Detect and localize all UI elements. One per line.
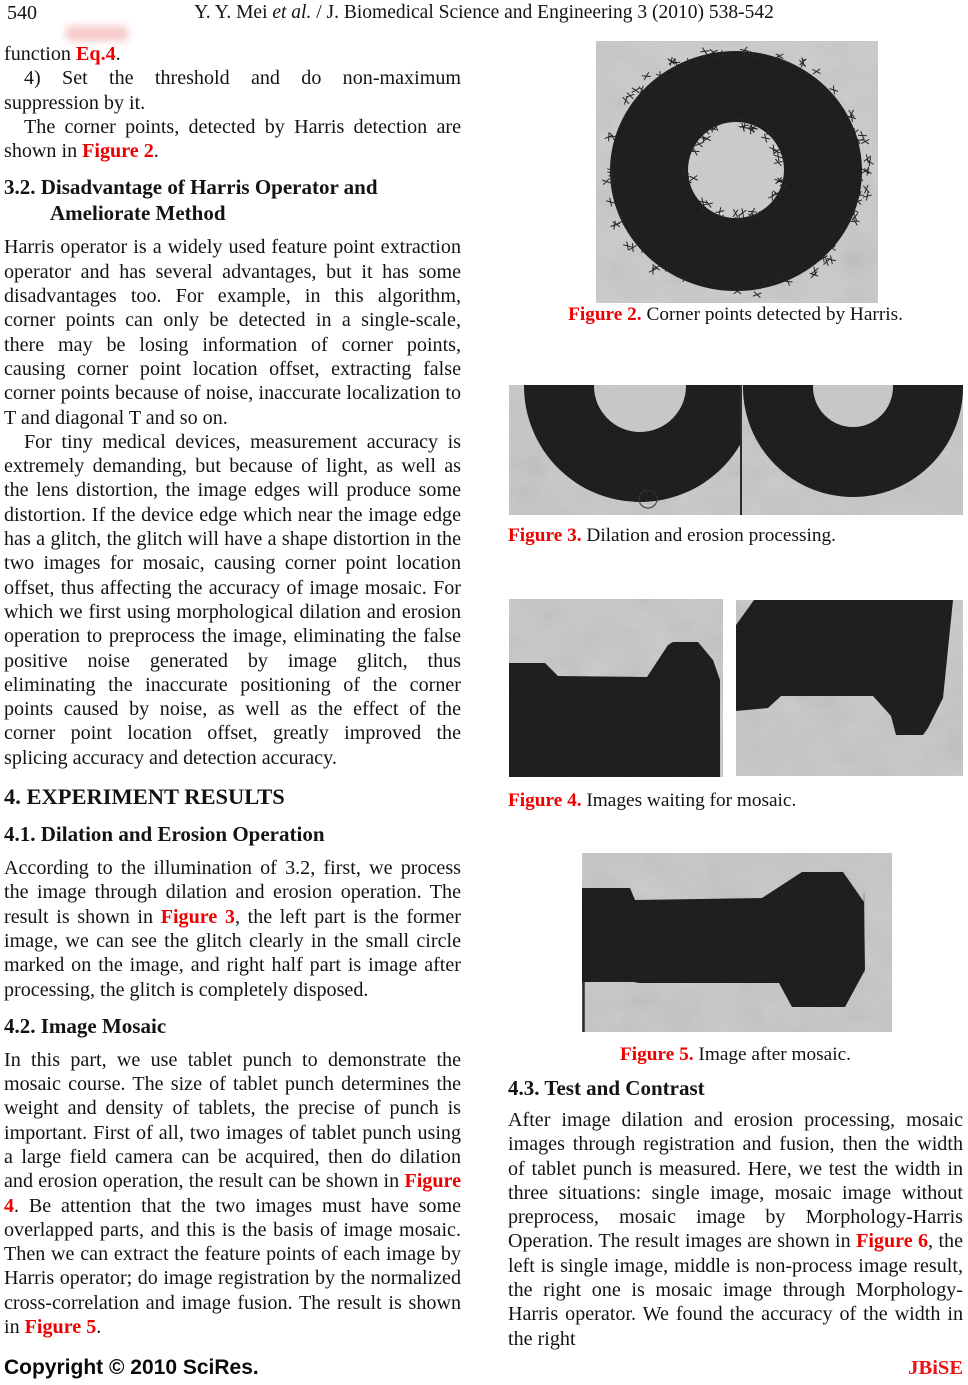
paragraph — [4, 856, 461, 1002]
text-run: . Be attention that the two images must have some overlapped parts, and this is the basis of image mosaic. Then we can extract the feature points of each image by Harris operator; do image registration by the normalized cross-correlation and image fusion. The result is shown in — [4, 1194, 461, 1339]
figure2-caption-label: Figure 2. — [568, 304, 642, 325]
figure3-caption — [508, 524, 963, 547]
figure4-right-panel — [736, 600, 963, 776]
text-run: , the left is single image, middle is non-process image result, the right one is mosaic image through Morphology-Harris operator. We found the accuracy of the width in the right — [508, 1230, 963, 1350]
figure4-left-panel — [509, 599, 723, 777]
figure3-caption-text: Dilation and erosion processing. — [586, 525, 836, 546]
figure5-caption-label: Figure 5. — [620, 1044, 694, 1065]
text-run: In this part, we use tablet punch to demonstrate the mosaic course. The size of tablet punch determines the weight and density of tablets, the precise of punch is important. First of all, two images of tablet punch using a large field camera can be acquired, then do dilation and erosion operation, the result can be shown in — [4, 1048, 461, 1193]
figure5-image — [582, 853, 892, 1032]
journal-logo: JBiSE — [908, 1357, 963, 1379]
figure3-caption-label: Figure 3. — [508, 525, 582, 546]
figure-reference: Eq.4 — [76, 43, 116, 65]
right-column — [508, 0, 963, 1385]
copyright-notice: Copyright © 2010 SciRes. — [4, 1356, 259, 1379]
section-heading — [4, 783, 461, 810]
figure2-image — [596, 41, 878, 303]
figure-reference: Figure 5 — [24, 1316, 97, 1339]
figure-reference: Figure 2 — [82, 140, 154, 163]
figure4-caption — [508, 789, 963, 812]
text-run: . — [153, 140, 159, 163]
text-run: 4. EXPERIMENT RESULTS — [4, 784, 285, 810]
section-heading — [4, 1013, 461, 1039]
photo-grain — [736, 600, 963, 776]
paragraph — [4, 66, 461, 115]
text-run: . — [96, 1316, 102, 1339]
text-run: After image dilation and erosion processing, mosaic images through registration and fusion, then the width of tablet punch is measured. Here, we test the width in three situations: single image, mosaic image without preprocess, mosaic image by Morphology-Harris Operation. The result images are shown in — [508, 1109, 963, 1253]
figure3-left-panel — [509, 385, 740, 515]
italic-text-run: et al. — [272, 2, 312, 23]
page-number: 540 — [7, 2, 37, 24]
paragraph — [4, 235, 461, 429]
text-run: . — [115, 43, 121, 65]
figure2-caption — [508, 303, 963, 326]
text-run: 4) Set the threshold and do non-maximum suppression by it. — [4, 67, 461, 114]
paragraph — [4, 1048, 461, 1340]
text-run: According to the illumination of 3.2, first, we process the image through dilation and erosion operation. The result is shown in — [4, 857, 461, 928]
text-run: 3.2. Disadvantage of Harris Operator and Ameliorate Method — [4, 175, 378, 226]
figure-reference: Figure 3 — [160, 905, 235, 928]
text-run: 4.1. Dilation and Erosion Operation — [4, 822, 325, 847]
text-run: , the left part is the former image, we can see the glitch clearly in the small circle marked on the image, and right half part is image after processing, the glitch is completely disposed. — [4, 905, 461, 1001]
text-run: For tiny medical devices, measurement accuracy is extremely demanding, but because of light, as well as the lens distortion, the image edges will produce some distortion. If the device edge which near the image edge has a glitch, the glitch will have a shape distortion in the two images for mosaic, causing corner point location offset, thus affecting the accuracy of image mosaic. For which we first using morphological dilation and erosion operation to preprocess the image, eliminating the false positive noise generated by image glitch, thus eliminating the inaccurate positioning of the corner points caused by noise, as well as the effect of the corner point location offset, greatly improved the splicing accuracy and detection accuracy. — [4, 430, 461, 769]
figure4-caption-text: Images waiting for mosaic. — [586, 790, 797, 811]
photo-grain — [596, 41, 878, 303]
text-run: Y. Y. Mei — [194, 2, 273, 23]
paragraph — [4, 42, 461, 66]
text-run: The corner points, detected by Harris detection are shown in — [4, 115, 461, 163]
text-run: function — [4, 43, 76, 65]
figure4-caption-label: Figure 4. — [508, 790, 582, 811]
photo-grain — [582, 853, 892, 1032]
print-through-artifact — [66, 26, 128, 41]
figure5-caption-text: Image after mosaic. — [698, 1044, 851, 1065]
photo-grain — [509, 385, 740, 515]
text-run: / J. Biomedical Science and Engineering 3 (2010) 538-542 — [311, 2, 774, 23]
figure-reference: Figure 6 — [856, 1230, 929, 1253]
figure-reference: Figure 4 — [4, 1170, 461, 1217]
photo-grain — [509, 599, 723, 777]
paragraph — [4, 430, 461, 770]
section-heading — [4, 821, 461, 847]
figure3-right-panel — [742, 385, 963, 515]
section-heading-4-3: 4.3. Test and Contrast — [508, 1076, 705, 1100]
paragraph — [508, 1108, 963, 1351]
figure5-caption — [508, 1043, 963, 1066]
section-heading — [4, 174, 461, 226]
text-run: Harris operator is a widely used feature point extraction operator and has several advantages, but it has some disadvantages too. For example, in this algorithm, corner points can only be detected in a single-scale, there may be losing information of corner points, causing corner point location offset, extracting false corner points because of noise, inaccurate localization to T and diagonal T and so on. — [4, 236, 461, 429]
text-run: 4.2. Image Mosaic — [4, 1013, 167, 1038]
left-column — [4, 42, 461, 1339]
figure2-caption-text: Corner points detected by Harris. — [646, 304, 903, 325]
photo-grain — [742, 385, 963, 515]
paragraph — [4, 115, 461, 164]
